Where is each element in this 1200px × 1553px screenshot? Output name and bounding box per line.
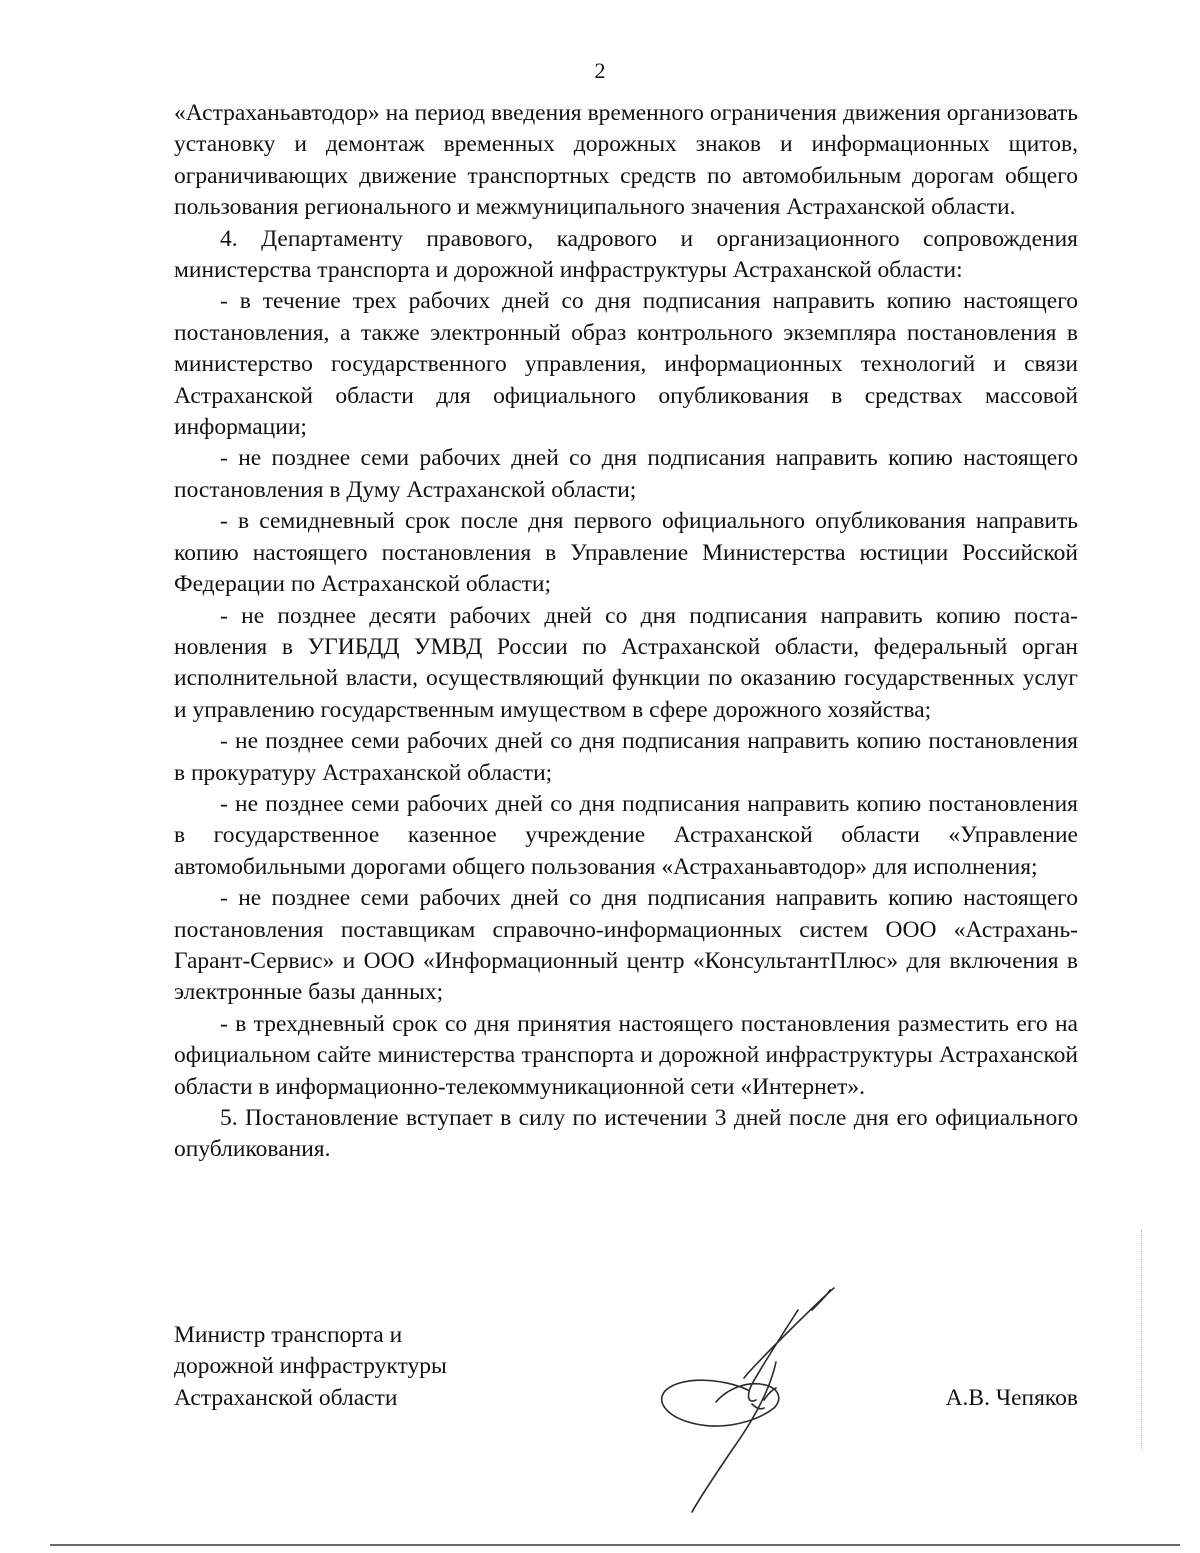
signer-title: [174, 1320, 447, 1414]
paragraph-continuation: «Астраханьавтодор» на период введения временного ограничения движения организовать установку и демонтаж временных дорожных знаков и информационных щитов, ограничивающих движение транспортных средств по автомобильным дорогам общего пользования регионального и межмуниципального значения Астраханской области.: [174, 100, 1078, 221]
paragraph-item-5: 5. Постановление вступает в силу по истечении 3 дней после дня его официального опубликования.: [174, 1105, 1078, 1163]
paragraph-bullet-road-authority: - не позднее семи рабочих дней со дня подписания направить копию постановления в государственное казенное учреждение Астраханской области «Управление автомобильными дорогами общего пользования «Астраханьавтодор» для исполнения;: [174, 790, 1078, 880]
paragraph-item-4: 4. Департаменту правового, кадрового и организационного сопровождения министерства транспорта и дорожной инфраструктуры Астраханской области:: [174, 225, 1078, 284]
signer-title-line: дорожной инфраструктуры: [174, 1353, 447, 1380]
margin-scan-speckle: [1141, 1230, 1143, 1450]
handwritten-signature: [652, 1280, 852, 1520]
signer-title-line: Астраханской области: [174, 1384, 398, 1411]
signer-title-line: Министр транспорта и: [174, 1322, 403, 1348]
paragraph-bullet-justice: - в семидневный срок после дня первого официального опубликования направить копию настоящего постановления в Управление Министерства юстиции Российской Федерации по Астраханской области;: [174, 508, 1078, 598]
paragraph-bullet-publication: - в течение трех рабочих дней со дня подписания направить копию настоящего постановления, а также электронный образ контрольного экземпляра постановления в министерство государственного управления, информационных технологий и связи Астраханской области для официального опубликования в средствах массовой информации;: [174, 288, 1078, 441]
paragraph-bullet-legal-systems: - не позднее семи рабочих дней со дня подписания направить копию настоящего постановления поставщикам справочно-информационных систем ООО «Астрахань-Гарант-Сервис» и ООО «Информационный центр «КонсультантПлюс» для включения в электронные базы данных;: [174, 885, 1078, 1006]
signer-name: А.В. Чепяков: [945, 1385, 1078, 1411]
paragraph-bullet-prosecutor: - не позднее семи рабочих дней со дня подписания направить копию постановления в прокуратуру Астраханской области;: [174, 728, 1078, 786]
signature-block: [174, 1320, 1078, 1540]
document-body: [174, 98, 1078, 1166]
paragraph-bullet-duma: - не позднее семи рабочих дней со дня подписания направить копию настоящего постановления в Думу Астраханской области;: [174, 445, 1078, 503]
paragraph-bullet-website: - в трехдневный срок со дня принятия настоящего постановления разместить его на официальном сайте министерства транспорта и дорожной инфраструктуры Астраханской области в информационно-телекоммуникационной сети «Интернет».: [174, 1010, 1078, 1100]
bottom-page-rule: [50, 1544, 1180, 1546]
page-number: 2: [594, 58, 606, 83]
paragraph-bullet-traffic-police: - не позднее десяти рабочих дней со дня подписания направить копию постановления в УГИБДД УМВД России по Астраханской области, федеральный орган исполнительной власти, осуществляющий функции по оказанию государственных услуг и управлению государственным имуществом в сфере дорожного хозяйства;: [174, 602, 1078, 723]
